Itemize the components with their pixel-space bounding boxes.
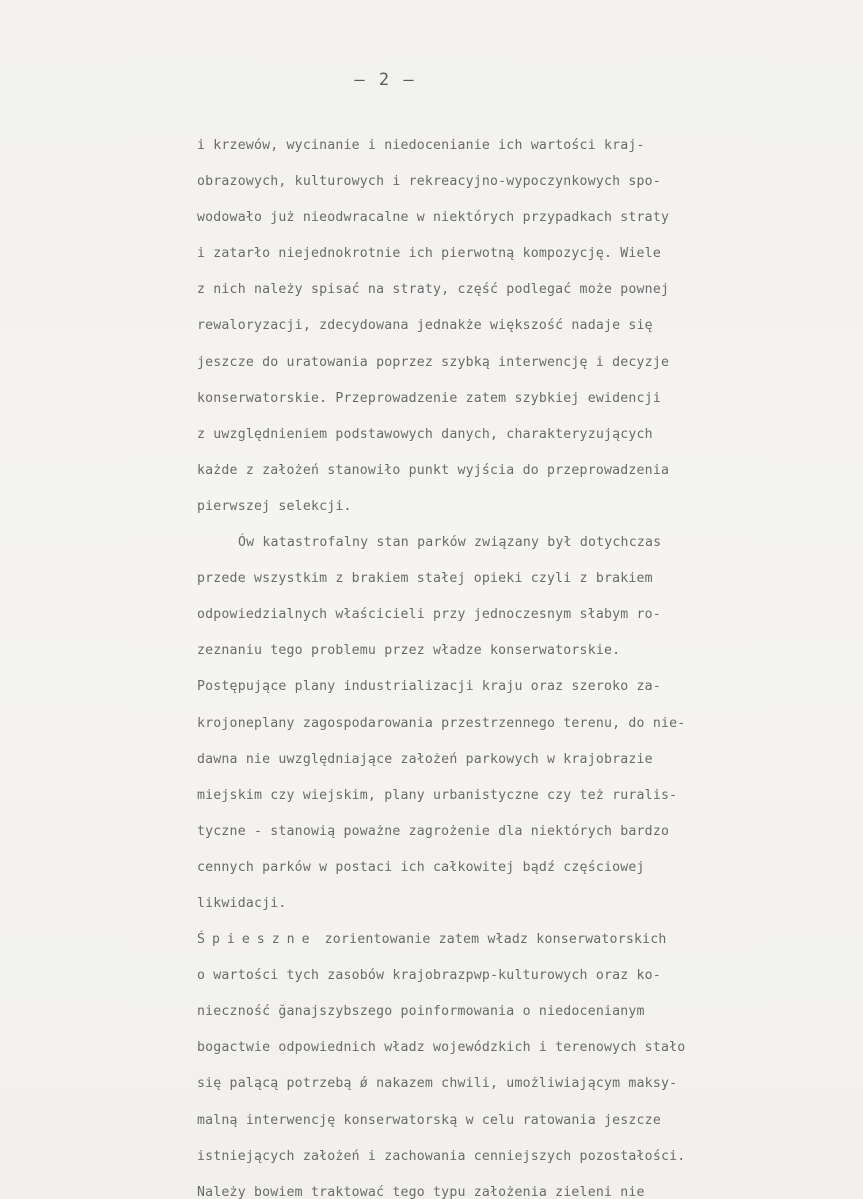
text-line: pierwszej selekcji.	[197, 498, 352, 514]
text-line	[197, 922, 845, 958]
text-line: wodowało już nieodwracalne w niektórych przypadkach straty	[197, 210, 670, 226]
text-line: i krzewów, wycinanie i niedocenianie ich wartości kraj-	[197, 138, 645, 153]
text-line: o wartości tych zasobów krajobrazpwp-kulturowych oraz ko-	[197, 968, 661, 984]
text-line: odpowiedzialnych właścicieli przy jednoczesnym słabym ro-	[197, 607, 661, 623]
text-line: likwidacji.	[197, 895, 287, 911]
text-line: jeszcze do uratowania poprzez szybką interwencję i decyzje	[197, 354, 670, 370]
text-line: z nich należy spisać na straty, część podlegać może pownej	[197, 282, 670, 298]
text-line: rewaloryzacji, zdecydowana jednakże większość nadaje się	[197, 318, 653, 334]
text-line: Należy bowiem traktować tego typu założenia zieleni nie	[197, 1184, 645, 1199]
text-line: i zatarło niejednokrotnie ich pierwotną kompozycję. Wiele	[197, 246, 661, 262]
body-text	[197, 128, 845, 1199]
text-line: z uwzględnieniem podstawowych danych, charakteryzujących	[197, 426, 653, 442]
text-line: bogactwie odpowiednich władz wojewódzkich i terenowych stało	[197, 1040, 686, 1056]
text-line: się palącą potrzebą ǿ nakazem chwili, umożliwiającym maksy-	[197, 1076, 678, 1092]
text-line: malną interwencję konserwatorską w celu ratowania jeszcze	[197, 1112, 661, 1128]
text-line: Postępujące plany industrializacji kraju oraz szeroko za-	[197, 679, 661, 695]
text-line: dawna nie uwzględniające założeń parkowych w krajobrazie	[197, 751, 653, 767]
text-line: istniejących założeń i zachowania cenniejszych pozostałości.	[197, 1148, 686, 1164]
spaced-lead-word: Śpieszne	[197, 932, 317, 948]
text-line: krojoneplany zagospodarowania przestrzennego terenu, do nie-	[197, 715, 686, 731]
text-line: cennych parków w postaci ich całkowitej bądź częściowej	[197, 859, 645, 875]
text-line: obrazowych, kulturowych i rekreacyjno-wypoczynkowych spo-	[197, 174, 661, 190]
text-line: konserwatorskie. Przeprowadzenie zatem szybkiej ewidencji	[197, 390, 661, 406]
text-fragment: zorientowanie zatem władz konserwatorskich	[316, 932, 667, 948]
text-line: każde z założeń stanowiło punkt wyjścia do przeprowadzenia	[197, 462, 670, 478]
text-line: przede wszystkim z brakiem stałej opieki czyli z brakiem	[197, 571, 653, 587]
text-line: zeznaniu tego problemu przez władze konserwatorskie.	[197, 643, 621, 659]
page-number: – 2 –	[354, 70, 416, 90]
text-line: tyczne - stanowią poważne zagrożenie dla niektórych bardzo	[197, 823, 670, 839]
text-line: nieczność ğanajszybszego poinformowania o niedocenianym	[197, 1004, 645, 1020]
text-line: miejskim czy wiejskim, plany urbanistyczne czy też ruralis-	[197, 787, 678, 803]
text-line: Ów katastrofalny stan parków związany był dotychczas	[238, 535, 662, 551]
